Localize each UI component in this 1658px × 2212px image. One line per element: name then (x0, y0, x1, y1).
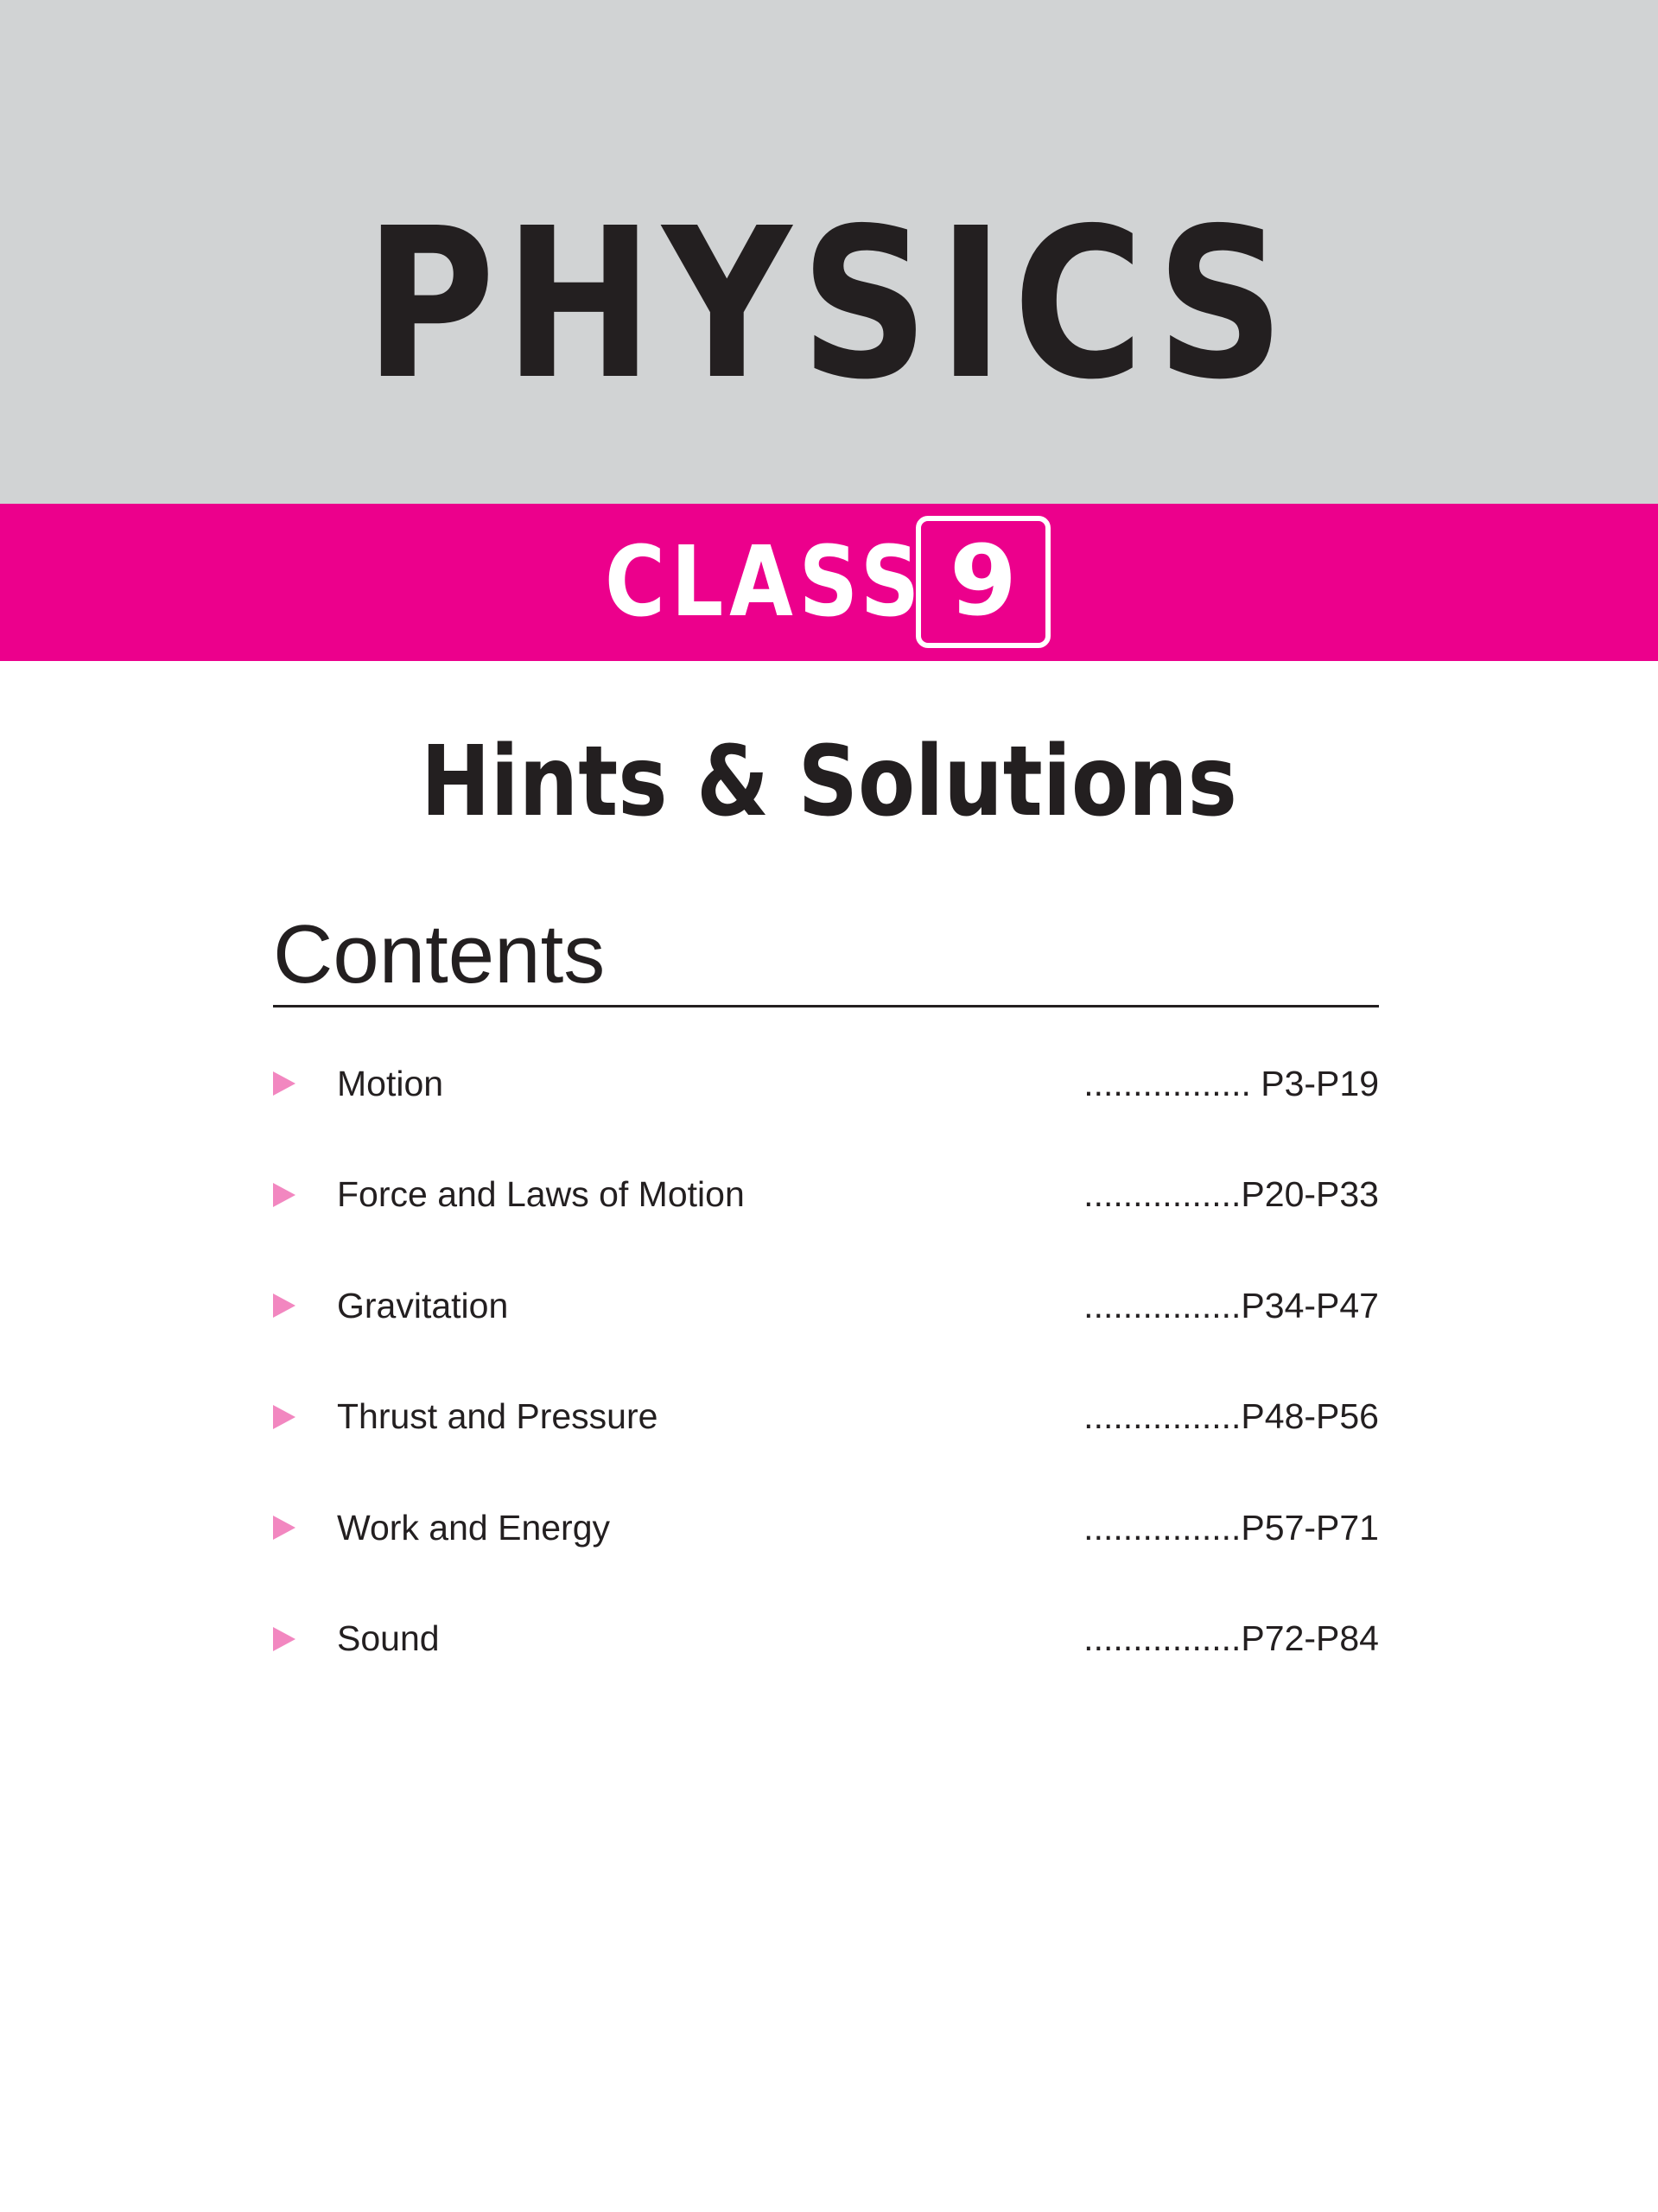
class-number-badge: 9 (916, 516, 1051, 648)
toc-item-motion (273, 1028, 1379, 1140)
toc-item-title: Force and Laws of Motion (337, 1174, 745, 1215)
toc-item-force-and-laws-of-motion (273, 1140, 1379, 1251)
toc-item-pages: ................. P3-P19 (1083, 1063, 1379, 1103)
triangle-right-icon (273, 1627, 295, 1651)
toc-item-title: Thrust and Pressure (337, 1396, 658, 1437)
triangle-right-icon (273, 1516, 295, 1540)
contents-heading: Contents (273, 908, 606, 1001)
toc-item-thrust-and-pressure (273, 1362, 1379, 1473)
toc-item-pages: ................P57-P71 (1083, 1507, 1379, 1548)
triangle-right-icon (273, 1294, 295, 1318)
toc-item-title: Motion (337, 1063, 444, 1103)
section-title: Hints & Solutions (421, 726, 1237, 838)
toc-item-sound (273, 1584, 1379, 1695)
toc-item-pages: ................P72-P84 (1083, 1618, 1379, 1659)
triangle-right-icon (273, 1405, 295, 1429)
subject-title: PHYSICS (364, 183, 1294, 425)
toc-item-pages: ................P48-P56 (1083, 1396, 1379, 1437)
toc-item-pages: ................P20-P33 (1083, 1174, 1379, 1215)
toc-item-title: Sound (337, 1618, 440, 1659)
toc-item-title: Gravitation (337, 1285, 509, 1325)
contents-divider (273, 1005, 1379, 1007)
table-of-contents (273, 1028, 1379, 1694)
toc-item-work-and-energy (273, 1472, 1379, 1584)
toc-item-pages: ................P34-P47 (1083, 1285, 1379, 1325)
class-label: CLASS (605, 526, 926, 639)
triangle-right-icon (273, 1071, 295, 1096)
toc-item-title: Work and Energy (337, 1507, 611, 1548)
toc-item-gravitation (273, 1250, 1379, 1362)
triangle-right-icon (273, 1183, 295, 1207)
